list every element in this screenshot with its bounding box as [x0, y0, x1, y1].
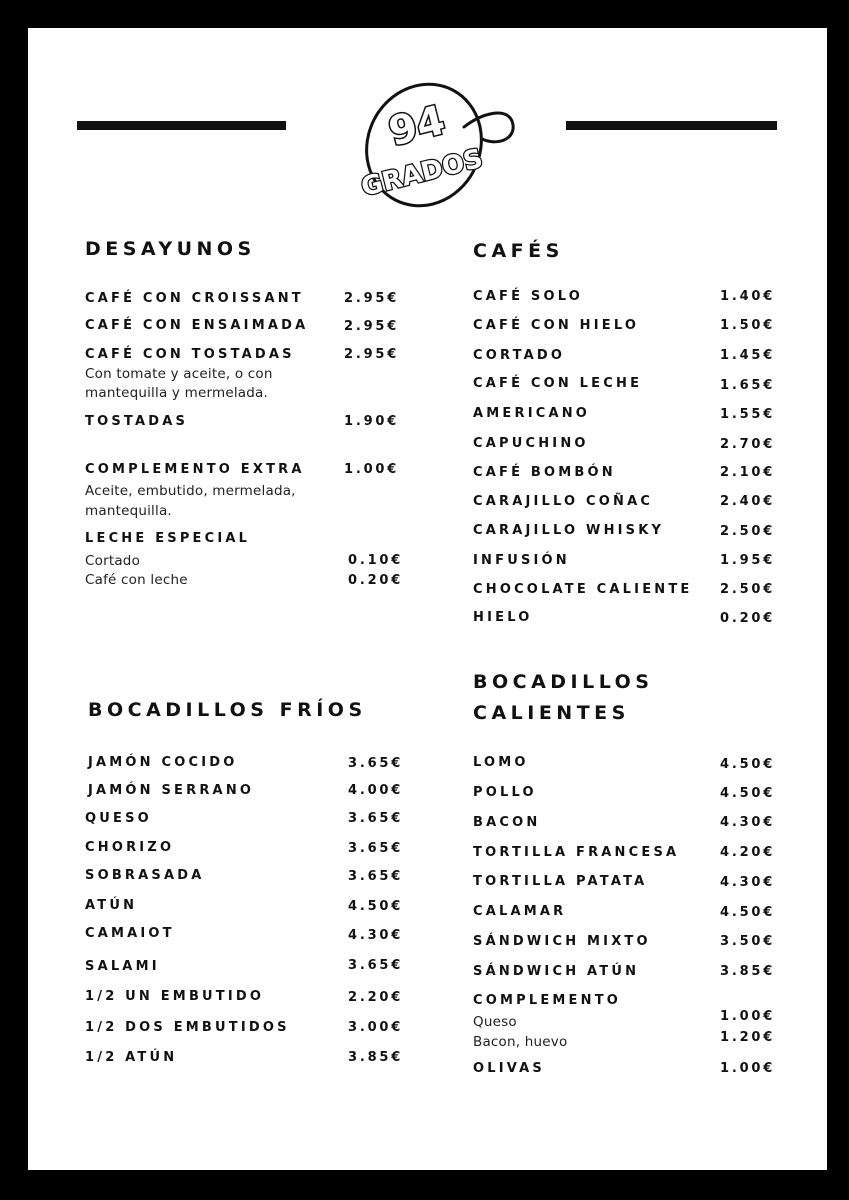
section-title-desayunos: DESAYUNOS: [85, 238, 256, 260]
menu-item-name: CAFÉ CON TOSTADAS: [85, 347, 295, 362]
menu-item-price: 4.50€: [720, 905, 776, 920]
menu-item-name: TORTILLA FRANCESA: [473, 845, 680, 860]
section-title-bocadillos-calientes-line2: CALIENTES: [473, 702, 630, 724]
menu-option-price: 1.20€: [720, 1030, 776, 1045]
menu-item-name: HIELO: [473, 610, 533, 625]
menu-item-name: OLIVAS: [473, 1061, 545, 1076]
menu-item-price: 3.65€: [348, 869, 404, 884]
menu-item-price: 2.95€: [344, 319, 400, 334]
menu-item-price: 0.20€: [720, 611, 776, 626]
menu-item-price: 2.40€: [720, 494, 776, 509]
menu-item-name: CAMAIOT: [85, 926, 175, 941]
logo-word: GRADOS: [358, 143, 486, 203]
menu-option-name: Cortado: [85, 553, 141, 569]
menu-subsection-title: LECHE ESPECIAL: [85, 531, 251, 546]
menu-item-price: 2.10€: [720, 465, 776, 480]
menu-item-price: 4.30€: [348, 928, 404, 943]
section-title-cafes: CAFÉS: [473, 240, 564, 262]
menu-page: [28, 28, 827, 1170]
menu-item-price: 4.20€: [720, 845, 776, 860]
logo-number: 94: [384, 97, 450, 156]
menu-item-price: 3.65€: [348, 958, 404, 973]
menu-item-price: 1.00€: [720, 1061, 776, 1076]
menu-option-price: 0.10€: [348, 553, 404, 568]
menu-item-description: Con tomate y aceite, o con: [85, 366, 273, 382]
menu-item-price: 4.50€: [348, 899, 404, 914]
menu-option-name: Bacon, huevo: [473, 1034, 568, 1050]
menu-item-name: COMPLEMENTO EXTRA: [85, 462, 305, 477]
menu-item-price: 3.85€: [720, 964, 776, 979]
menu-option-name: Queso: [473, 1014, 517, 1030]
menu-item-name: CAFÉ CON LECHE: [473, 376, 643, 391]
menu-item-name: JAMÓN SERRANO: [88, 783, 255, 798]
menu-item-name: CAFÉ BOMBÓN: [473, 465, 616, 480]
menu-item-price: 4.50€: [720, 786, 776, 801]
menu-item-name: TORTILLA PATATA: [473, 874, 648, 889]
menu-item-price: 1.45€: [720, 348, 776, 363]
menu-item-name: INFUSIÓN: [473, 553, 570, 568]
menu-item-name: CARAJILLO COÑAC: [473, 494, 654, 509]
menu-item-price: 2.50€: [720, 582, 776, 597]
menu-option-name: Café con leche: [85, 572, 188, 588]
menu-item-name: AMERICANO: [473, 406, 591, 421]
menu-item-name: CARAJILLO WHISKY: [473, 523, 665, 538]
menu-item-price: 3.00€: [348, 1020, 404, 1035]
menu-item-price: 2.95€: [344, 291, 400, 306]
menu-item-name: CAFÉ CON HIELO: [473, 318, 640, 333]
menu-item-price: 3.65€: [348, 811, 404, 826]
menu-item-price: 2.50€: [720, 524, 776, 539]
menu-item-name: CAFÉ CON ENSAIMADA: [85, 318, 309, 333]
menu-item-price: 1.55€: [720, 407, 776, 422]
menu-item-description: Aceite, embutido, mermelada,: [85, 483, 296, 499]
menu-item-price: 4.30€: [720, 875, 776, 890]
menu-item-name: CAFÉ SOLO: [473, 289, 583, 304]
section-title-bocadillos-frios: BOCADILLOS FRÍOS: [88, 699, 367, 721]
menu-item-description: mantequilla y mermelada.: [85, 385, 268, 401]
menu-item-name: TOSTADAS: [85, 414, 189, 429]
menu-item-name: CORTADO: [473, 348, 566, 363]
menu-item-name: POLLO: [473, 785, 537, 800]
menu-item-name: BACON: [473, 815, 541, 830]
menu-item-name: SOBRASADA: [85, 868, 205, 883]
menu-item-name: LOMO: [473, 755, 529, 770]
menu-item-price: 4.50€: [720, 757, 776, 772]
menu-item-name: CAPUCHINO: [473, 436, 589, 451]
decorative-rule-left: [77, 121, 286, 130]
menu-item-price: 1.95€: [720, 553, 776, 568]
menu-item-price: 3.65€: [348, 756, 404, 771]
menu-item-name: 1/2 ATÚN: [85, 1050, 178, 1065]
menu-item-name: JAMÓN COCIDO: [88, 755, 238, 770]
decorative-rule-right: [566, 121, 777, 130]
menu-item-name: CAFÉ CON CROISSANT: [85, 291, 304, 306]
menu-item-price: 2.95€: [344, 347, 400, 362]
menu-item-name: SÁNDWICH MIXTO: [473, 934, 651, 949]
menu-item-name: CHOCOLATE CALIENTE: [473, 582, 693, 597]
menu-item-price: 3.65€: [348, 841, 404, 856]
menu-subsection-title: COMPLEMENTO: [473, 993, 622, 1008]
menu-item-price: 3.50€: [720, 934, 776, 949]
menu-item-name: CHORIZO: [85, 840, 175, 855]
menu-item-price: 1.90€: [344, 414, 400, 429]
menu-item-name: SÁNDWICH ATÚN: [473, 964, 640, 979]
menu-item-price: 2.70€: [720, 437, 776, 452]
menu-item-name: CALAMAR: [473, 904, 567, 919]
menu-item-name: SALAMI: [85, 959, 160, 974]
menu-item-name: 1/2 UN EMBUTIDO: [85, 989, 265, 1004]
menu-item-price: 1.65€: [720, 378, 776, 393]
menu-item-name: 1/2 DOS EMBUTIDOS: [85, 1020, 290, 1035]
menu-item-price: 3.85€: [348, 1050, 404, 1065]
brand-logo: [346, 61, 524, 221]
menu-item-description: mantequilla.: [85, 503, 172, 519]
menu-item-price: 1.40€: [720, 289, 776, 304]
menu-option-price: 1.00€: [720, 1009, 776, 1024]
menu-item-price: 4.30€: [720, 815, 776, 830]
menu-item-price: 2.20€: [348, 990, 404, 1005]
menu-item-name: ATÚN: [85, 898, 138, 913]
section-title-bocadillos-calientes: BOCADILLOS: [473, 671, 654, 693]
menu-option-price: 0.20€: [348, 573, 404, 588]
menu-item-price: 1.50€: [720, 318, 776, 333]
menu-item-name: QUESO: [85, 811, 152, 826]
menu-item-price: 4.00€: [348, 783, 404, 798]
menu-item-price: 1.00€: [344, 462, 400, 477]
